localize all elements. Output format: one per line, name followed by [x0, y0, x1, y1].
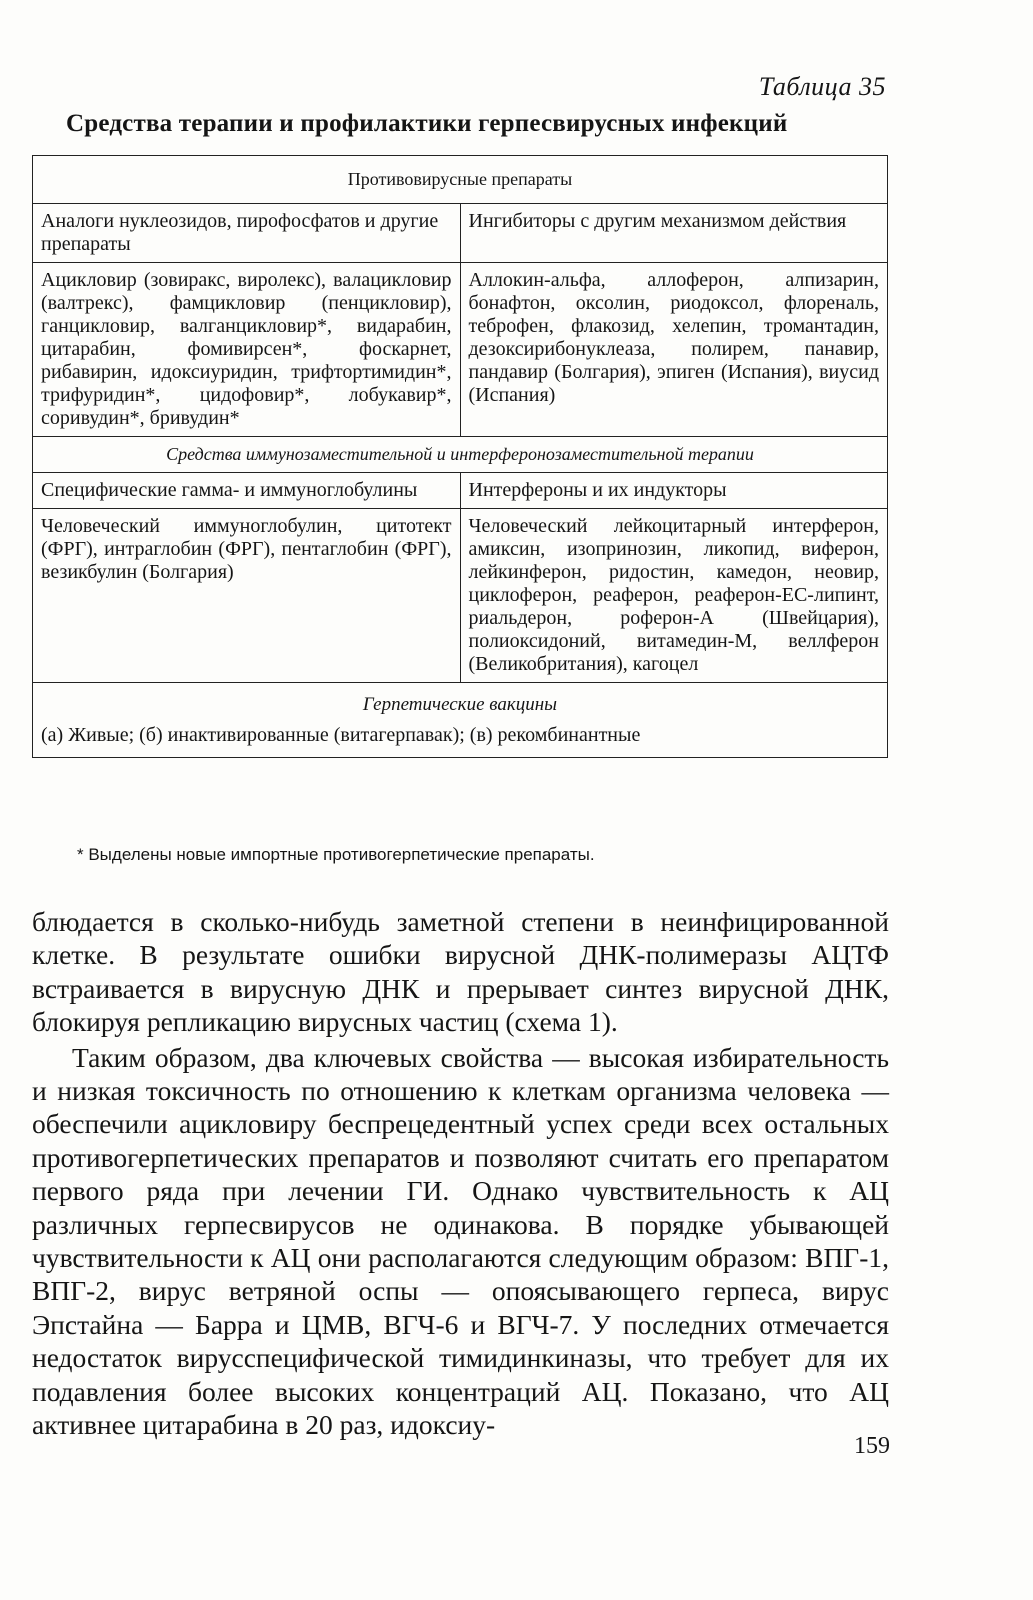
col-immunoglobulins-header: Специфические гамма- и иммуноглобулины	[33, 473, 461, 509]
paragraph: блюдается в сколько-нибудь заметной степени в неинфицированной клетке. В результате ошибки вирусной ДНК-полимеразы АЦТФ встраивается в вирусную ДНК и прерывает синтез вирусной ДНК, блокируя репликацию вирусных частиц (схема 1).	[32, 906, 889, 1038]
nucleoside-analogs-list: Ацикловир (зовиракс, виролекс), валацикловир (валтрекс), фамцикловир (пенцикловир), ганцикловир, валганцикловир*, видарабин, цитарабин, фомивирсен*, фоскарнет, рибавирин, идоксиуридин, трифтортимидин*, трифуридин*, цидофовир*, лобукавир*, соривудин*, бривудин*	[33, 263, 461, 437]
page-number: 159	[854, 1433, 890, 1459]
section-immuno-header: Средства иммунозаместительной и интерферонозаместительной терапии	[33, 437, 888, 473]
col-other-inhibitors-header: Ингибиторы с другим механизмом действия	[460, 204, 888, 263]
immunoglobulins-list: Человеческий иммуноглобулин, цитотект (ФРГ), интраглобин (ФРГ), пентаглобин (ФРГ), везикбулин (Болгария)	[33, 509, 461, 683]
other-inhibitors-list: Аллокин-альфа, аллоферон, алпизарин, бонафтон, оксолин, риодоксол, флореналь, теброфен, флакозид, хелепин, тромантадин, дезоксирибонуклеаза, полирем, панавир, пандавир (Болгария), эпиген (Испания), виусид (Испания)	[460, 263, 888, 437]
therapy-table	[32, 155, 888, 758]
section-vaccines-header: Герпетические вакцины	[362, 694, 558, 715]
interferons-list: Человеческий лейкоцитарный интерферон, амиксин, изопринозин, ликопид, виферон, лейкинферон, ридостин, камедон, неовир, циклоферон, реаферон, реаферон-ЕС-липинт, риальдерон, роферон-А (Швейцария), полиоксидоний, витамедин-М, веллферон (Великобритания), кагоцел	[460, 509, 888, 683]
col-nucleoside-analogs-header: Аналоги нуклеозидов, пирофосфатов и другие препараты	[33, 204, 461, 263]
table-label: Таблица 35	[758, 72, 886, 101]
table-title: Средства терапии и профилактики герпесвирусных инфекций	[66, 110, 788, 137]
section-antiviral-header: Противовирусные препараты	[33, 156, 888, 204]
col-interferons-header: Интерфероны и их индукторы	[460, 473, 888, 509]
paragraph: Таким образом, два ключевых свойства — высокая избирательность и низкая токсичность по отношению к клеткам организма человека — обеспечили ацикловиру беспрецедентный успех среди всех остальных противогерпетических препаратов и позволяют считать его препаратом первого ряда при лечении ГИ. Однако чувствительность к АЦ различных герпесвирусов не одинакова. В порядке убывающей чувствительности к АЦ они располагаются следующим образом: ВПГ-1, ВПГ-2, вирус ветряной оспы — опоясывающего герпеса, вирус Эпстайна — Барра и ЦМВ, ВГЧ-6 и ВГЧ-7. У последних отмечается недостаток вирусспецифической тимидинкиназы, что требует для их подавления более высоких концентраций АЦ. Показано, что АЦ активнее цитарабина в 20 раз, идоксиу-	[32, 1041, 889, 1441]
footnote: * Выделены новые импортные противогерпетические препараты.	[77, 845, 595, 864]
vaccines-cell	[33, 683, 888, 758]
body-text	[32, 905, 889, 1442]
vaccines-list: (а) Живые; (б) инактивированные (витагерпавак); (в) рекомбинантные	[41, 724, 641, 746]
